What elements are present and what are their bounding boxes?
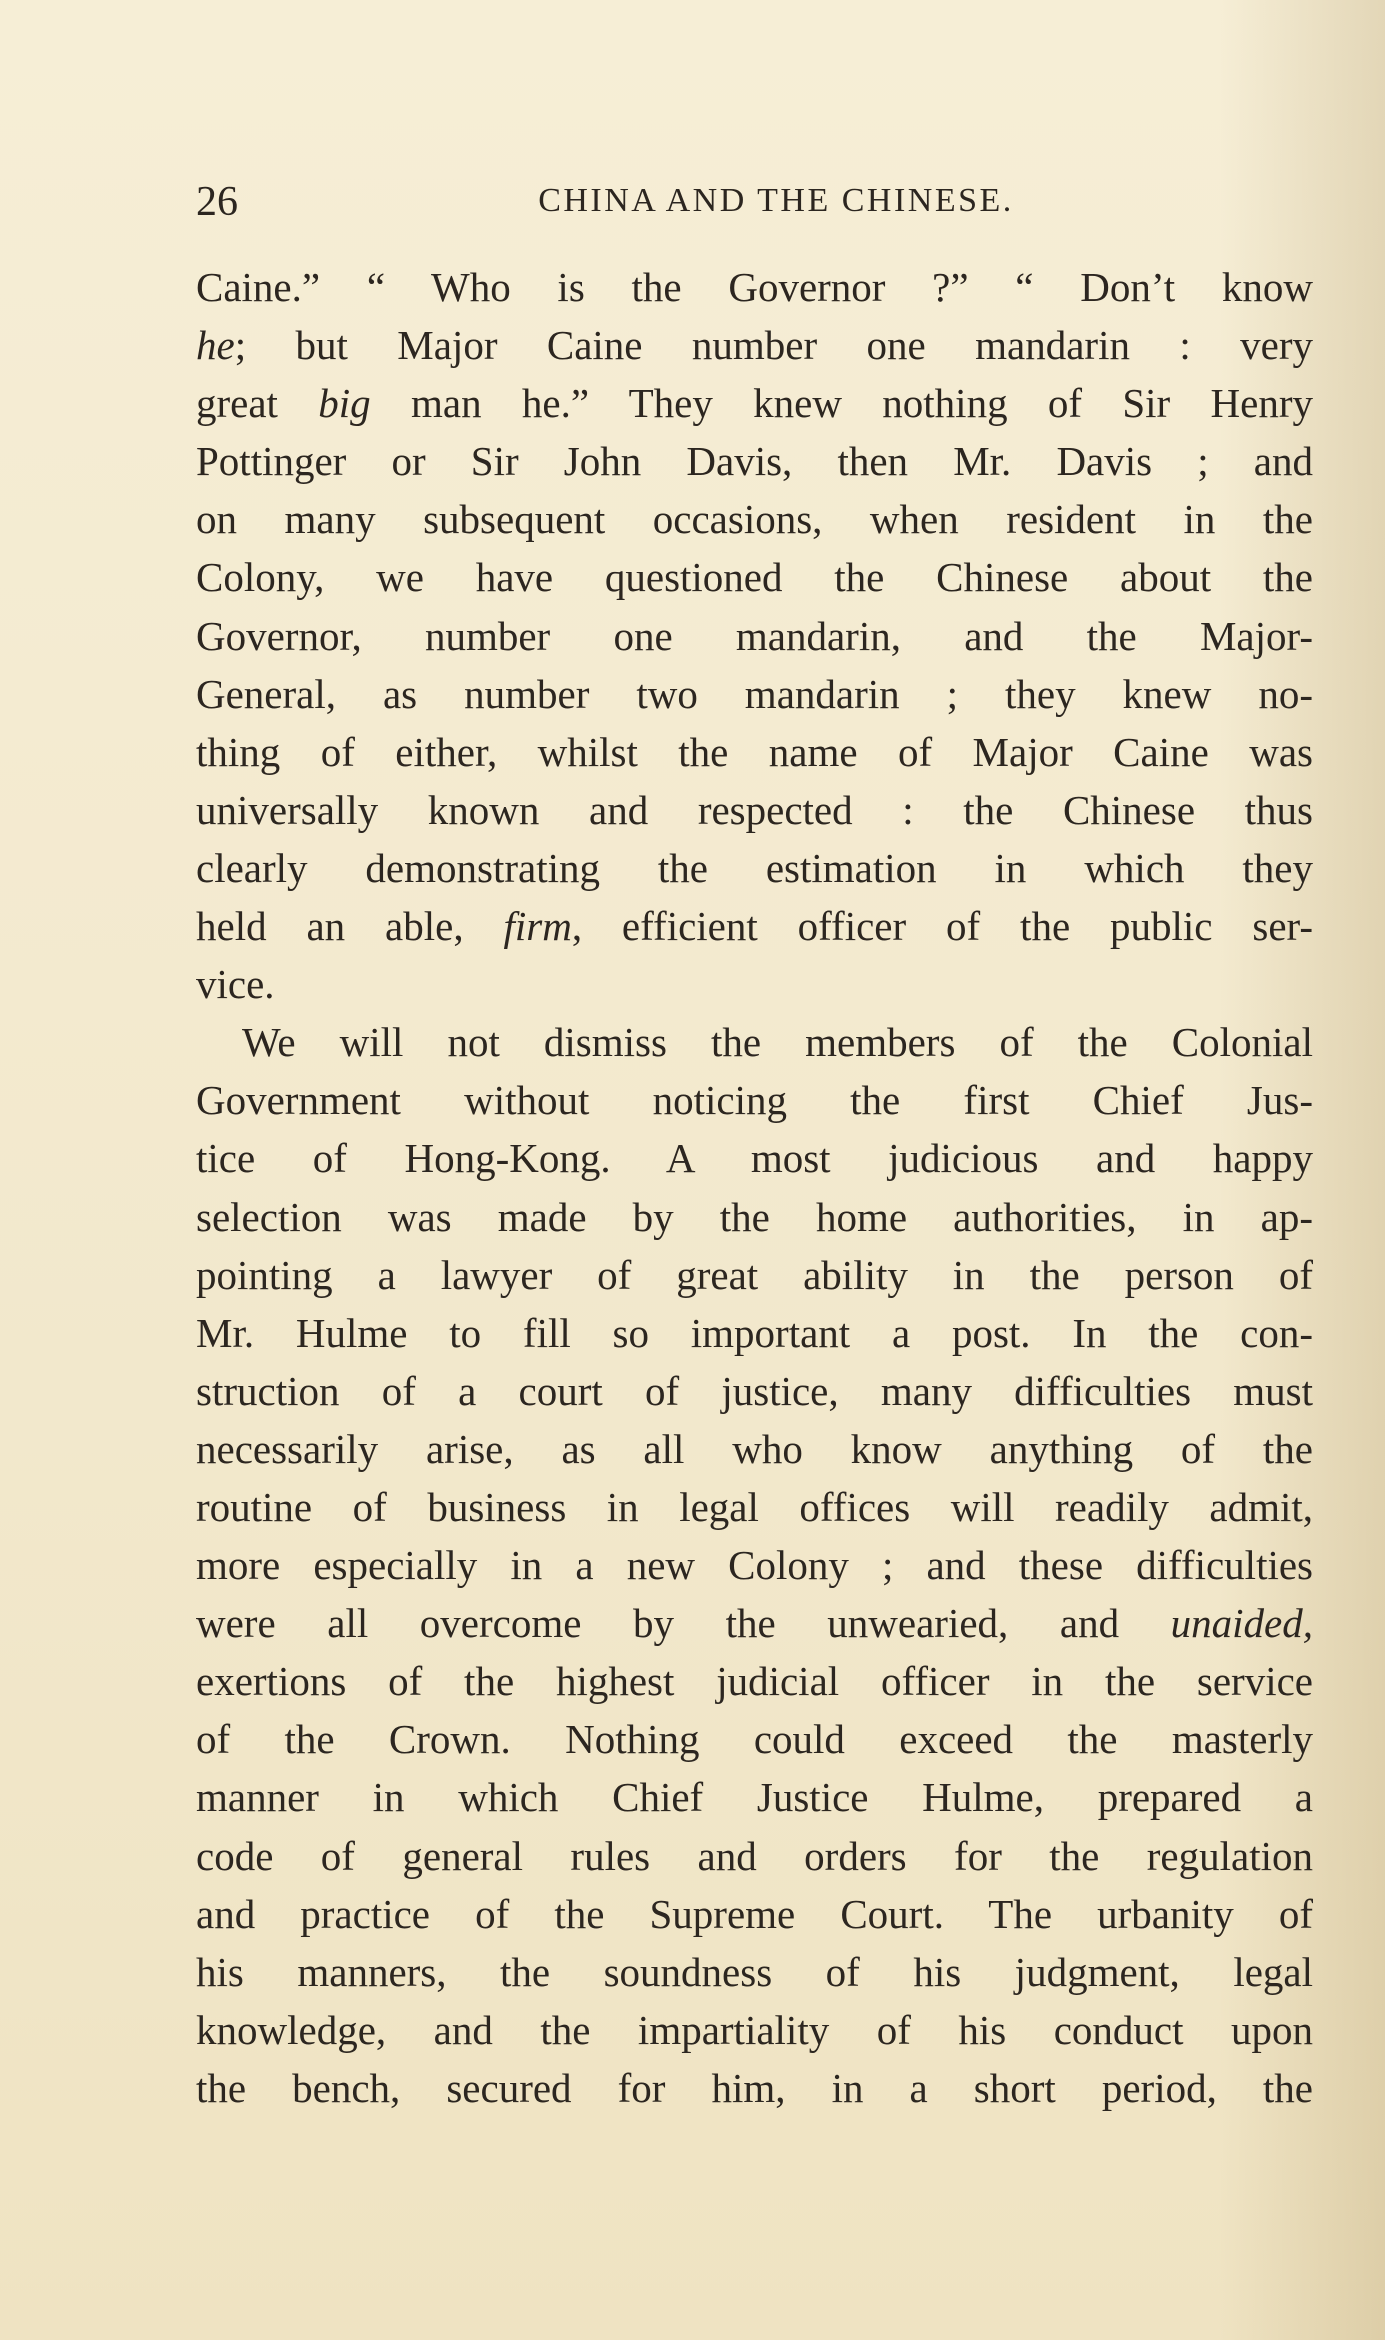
text-run: We will not dismiss the members of the Colonial — [242, 1019, 1313, 1066]
text-run: knowledge, and the impartiality of his conduct upon — [196, 2006, 1313, 2053]
text-line — [196, 2059, 1313, 2117]
text-line — [196, 1768, 1313, 1826]
text-line — [196, 955, 1313, 1013]
text-run: manner in which Chief Justice Hulme, prepared a — [196, 1774, 1313, 1821]
text-run: thing of either, whilst the name of Major Caine was — [196, 728, 1313, 775]
text-line — [196, 432, 1313, 490]
text-run: held an able, — [196, 903, 504, 950]
text-line — [196, 1188, 1313, 1246]
text-run: were all overcome by the unwearied, and — [196, 1600, 1171, 1647]
text-line — [196, 1710, 1313, 1768]
paragraph-1 — [196, 258, 1313, 1013]
text-line — [196, 1885, 1313, 1943]
text-run: exertions of the highest judicial officer in the service — [196, 1658, 1313, 1705]
text-line — [196, 781, 1313, 839]
text-line — [196, 374, 1313, 432]
page-header — [196, 178, 1316, 238]
text-run: Pottinger or Sir John Davis, then Mr. Davis ; and — [196, 438, 1313, 485]
text-run: of the Crown. Nothing could exceed the masterly — [196, 1716, 1313, 1763]
text-line — [196, 1594, 1313, 1652]
text-run: vice. — [196, 961, 275, 1008]
text-run: code of general rules and orders for the regulation — [196, 1832, 1313, 1879]
paragraph-2 — [196, 1013, 1313, 2117]
text-run: necessarily arise, as all who know anything of the — [196, 1425, 1313, 1472]
running-head: CHINA AND THE CHINESE. — [538, 182, 1014, 219]
text-line — [196, 258, 1313, 316]
text-line — [196, 1943, 1313, 2001]
text-run: Colony, we have questioned the Chinese about the — [196, 554, 1313, 601]
italic-run: firm — [503, 903, 572, 950]
italic-run: big — [318, 380, 371, 427]
text-line — [196, 607, 1313, 665]
text-line — [196, 1071, 1313, 1129]
text-run: General, as number two mandarin ; they knew no- — [196, 670, 1313, 717]
text-line — [196, 2001, 1313, 2059]
text-line — [196, 1129, 1313, 1187]
text-line — [196, 490, 1313, 548]
text-run: pointing a lawyer of great ability in the person of — [196, 1251, 1313, 1298]
italic-run: unaided, — [1170, 1600, 1313, 1647]
text-line — [196, 1652, 1313, 1710]
text-line — [196, 1304, 1313, 1362]
text-run: Caine.” “ Who is the Governor ?” “ Don’t know — [196, 264, 1313, 310]
text-line — [196, 839, 1313, 897]
text-run: Mr. Hulme to fill so important a post. In the con- — [196, 1309, 1313, 1356]
text-line — [196, 1478, 1313, 1536]
text-line — [196, 1827, 1313, 1885]
page-number: 26 — [196, 179, 238, 225]
text-run: his manners, the soundness of his judgment, legal — [196, 1948, 1313, 1995]
text-run: routine of business in legal offices will readily admit, — [196, 1483, 1313, 1530]
text-run: , efficient officer of the public ser- — [571, 903, 1313, 950]
text-line — [196, 1536, 1313, 1594]
text-run: Government without noticing the first Chief Jus- — [196, 1077, 1313, 1124]
text-run: struction of a court of justice, many difficulties must — [196, 1367, 1313, 1414]
text-run: more especially in a new Colony ; and these difficulties — [196, 1542, 1313, 1589]
text-line — [196, 665, 1313, 723]
text-line — [196, 1013, 1313, 1071]
text-line — [196, 1420, 1313, 1478]
text-run: Governor, number one mandarin, and the Major- — [196, 612, 1313, 659]
text-run: clearly demonstrating the estimation in which they — [196, 844, 1313, 891]
text-run: the bench, secured for him, in a short period, the — [196, 2064, 1313, 2111]
text-line — [196, 723, 1313, 781]
text-line — [196, 548, 1313, 606]
text-run: ; but Major Caine number one mandarin : very — [234, 322, 1313, 369]
text-line — [196, 316, 1313, 374]
text-run: great — [196, 380, 319, 427]
text-run: selection was made by the home authorities, in ap- — [196, 1193, 1313, 1240]
body-text — [196, 258, 1313, 2117]
text-line — [196, 897, 1313, 955]
text-run: tice of Hong-Kong. A most judicious and happy — [196, 1135, 1313, 1182]
text-run: on many subsequent occasions, when resident in the — [196, 496, 1313, 543]
text-line — [196, 1246, 1313, 1304]
text-run: and practice of the Supreme Court. The urbanity of — [196, 1890, 1313, 1937]
text-line — [196, 1362, 1313, 1420]
italic-run: he — [196, 322, 235, 369]
text-run: man he.” They knew nothing of Sir Henry — [370, 380, 1313, 427]
text-run: universally known and respected : the Chinese thus — [196, 786, 1313, 833]
